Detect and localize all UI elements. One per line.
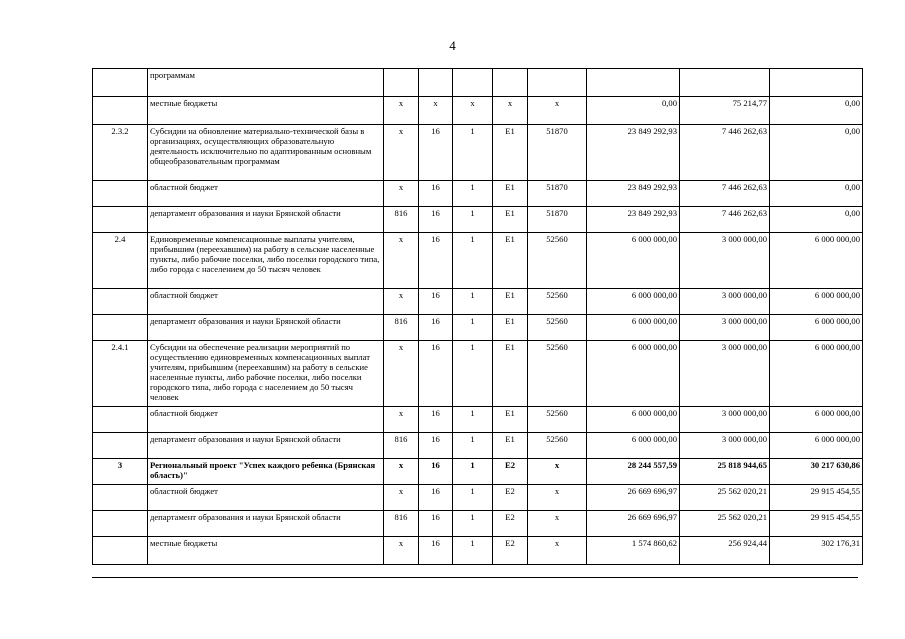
code-5-cell: 52560	[528, 315, 587, 341]
amount-3-cell	[770, 69, 863, 97]
amount-1-cell: 23 849 292,93	[587, 181, 680, 207]
code-5-cell: 51870	[528, 207, 587, 233]
code-4-cell: Е1	[493, 341, 528, 407]
code-5-cell: х	[528, 511, 587, 537]
amount-2-cell: 7 446 262,63	[680, 207, 770, 233]
row-number-cell	[93, 97, 148, 125]
amount-3-cell: 29 915 454,55	[770, 485, 863, 511]
amount-3-cell: 6 000 000,00	[770, 289, 863, 315]
row-number-cell	[93, 207, 148, 233]
amount-1-cell: 6 000 000,00	[587, 407, 680, 433]
code-2-cell: 16	[419, 289, 453, 315]
table-row	[93, 97, 863, 125]
code-4-cell: Е1	[493, 207, 528, 233]
row-name-cell: департамент образования и науки Брянской области	[148, 315, 384, 341]
code-1-cell: 816	[384, 207, 419, 233]
amount-2-cell: 7 446 262,63	[680, 125, 770, 181]
row-name-cell: программам	[148, 69, 384, 97]
code-5-cell	[528, 69, 587, 97]
amount-2-cell: 3 000 000,00	[680, 341, 770, 407]
code-2-cell: х	[419, 97, 453, 125]
table-row	[93, 125, 863, 181]
amount-1-cell: 26 669 696,97	[587, 511, 680, 537]
code-3-cell: х	[453, 97, 493, 125]
code-1-cell: х	[384, 341, 419, 407]
amount-1-cell: 6 000 000,00	[587, 289, 680, 315]
code-2-cell: 16	[419, 125, 453, 181]
amount-1-cell: 1 574 860,62	[587, 537, 680, 565]
code-3-cell: 1	[453, 433, 493, 459]
amount-2-cell: 25 562 020,21	[680, 485, 770, 511]
row-name-cell: департамент образования и науки Брянской области	[148, 433, 384, 459]
code-2-cell: 16	[419, 459, 453, 485]
code-3-cell: 1	[453, 289, 493, 315]
code-1-cell: х	[384, 537, 419, 565]
table-row	[93, 315, 863, 341]
code-4-cell: Е1	[493, 433, 528, 459]
amount-2-cell: 3 000 000,00	[680, 407, 770, 433]
code-1-cell: х	[384, 233, 419, 289]
code-5-cell: 52560	[528, 289, 587, 315]
code-4-cell: Е1	[493, 125, 528, 181]
page-number: 4	[449, 38, 456, 53]
row-number-cell	[93, 537, 148, 565]
code-1-cell: х	[384, 485, 419, 511]
table-row	[93, 233, 863, 289]
amount-2-cell	[680, 69, 770, 97]
amount-3-cell: 302 176,31	[770, 537, 863, 565]
amount-2-cell: 7 446 262,63	[680, 181, 770, 207]
code-3-cell: 1	[453, 233, 493, 289]
code-4-cell: Е1	[493, 233, 528, 289]
amount-1-cell: 6 000 000,00	[587, 433, 680, 459]
code-5-cell: 52560	[528, 341, 587, 407]
table-row	[93, 511, 863, 537]
code-4-cell: Е1	[493, 181, 528, 207]
code-4-cell: х	[493, 97, 528, 125]
code-4-cell: Е1	[493, 315, 528, 341]
code-5-cell: 51870	[528, 181, 587, 207]
code-1-cell: х	[384, 289, 419, 315]
code-4-cell: Е2	[493, 459, 528, 485]
row-name-cell: Региональный проект "Успех каждого ребенка (Брянская область)"	[148, 459, 384, 485]
table-body	[93, 69, 863, 565]
row-name-cell: местные бюджеты	[148, 537, 384, 565]
code-5-cell: 51870	[528, 125, 587, 181]
amount-2-cell: 3 000 000,00	[680, 433, 770, 459]
code-3-cell: 1	[453, 181, 493, 207]
code-2-cell: 16	[419, 537, 453, 565]
code-5-cell: х	[528, 537, 587, 565]
row-number-cell: 2.3.2	[93, 125, 148, 181]
code-2-cell: 16	[419, 407, 453, 433]
table-row	[93, 485, 863, 511]
code-3-cell: 1	[453, 537, 493, 565]
amount-1-cell: 6 000 000,00	[587, 315, 680, 341]
amount-1-cell: 28 244 557,59	[587, 459, 680, 485]
budget-table	[92, 68, 863, 565]
table-row	[93, 433, 863, 459]
code-5-cell: х	[528, 485, 587, 511]
row-number-cell: 2.4	[93, 233, 148, 289]
code-3-cell: 1	[453, 315, 493, 341]
row-name-cell: департамент образования и науки Брянской области	[148, 207, 384, 233]
code-2-cell: 16	[419, 485, 453, 511]
amount-3-cell: 0,00	[770, 125, 863, 181]
code-4-cell: Е1	[493, 289, 528, 315]
table-row	[93, 459, 863, 485]
amount-1-cell	[587, 69, 680, 97]
row-number-cell	[93, 69, 148, 97]
code-1-cell: 816	[384, 511, 419, 537]
code-2-cell: 16	[419, 181, 453, 207]
table-row	[93, 289, 863, 315]
row-number-cell	[93, 433, 148, 459]
code-3-cell: 1	[453, 459, 493, 485]
amount-2-cell: 3 000 000,00	[680, 289, 770, 315]
amount-3-cell: 6 000 000,00	[770, 233, 863, 289]
table-row	[93, 341, 863, 407]
code-4-cell: Е2	[493, 485, 528, 511]
row-name-cell: областной бюджет	[148, 485, 384, 511]
row-name-cell: Субсидии на обеспечение реализации мероприятий по осуществлению единовременных компенсационных выплат учителям, прибывшим (переехавшим) на работу в сельские населенные пункты, либо рабочие поселки, либо поселки городского типа, либо города с населением до 50 тысяч человек	[148, 341, 384, 407]
code-5-cell: х	[528, 97, 587, 125]
table-bottom-rule	[92, 577, 858, 578]
table-row	[93, 69, 863, 97]
row-number-cell	[93, 485, 148, 511]
amount-2-cell: 3 000 000,00	[680, 315, 770, 341]
amount-3-cell: 0,00	[770, 207, 863, 233]
amount-1-cell: 23 849 292,93	[587, 207, 680, 233]
code-4-cell	[493, 69, 528, 97]
row-name-cell: областной бюджет	[148, 289, 384, 315]
row-number-cell	[93, 181, 148, 207]
table-row	[93, 181, 863, 207]
row-number-cell: 2.4.1	[93, 341, 148, 407]
amount-2-cell: 3 000 000,00	[680, 233, 770, 289]
table-row	[93, 407, 863, 433]
amount-3-cell: 6 000 000,00	[770, 407, 863, 433]
code-1-cell: х	[384, 407, 419, 433]
row-name-cell: департамент образования и науки Брянской области	[148, 511, 384, 537]
code-2-cell	[419, 69, 453, 97]
code-4-cell: Е2	[493, 537, 528, 565]
code-3-cell: 1	[453, 511, 493, 537]
row-name-cell: Единовременные компенсационные выплаты учителям, прибывшим (переехавшим) на работу в сельские населенные пункты, либо рабочие поселки, либо поселки городского типа, либо города с населением до 50 тысяч человек	[148, 233, 384, 289]
code-1-cell: х	[384, 459, 419, 485]
code-2-cell: 16	[419, 433, 453, 459]
amount-3-cell: 29 915 454,55	[770, 511, 863, 537]
amount-1-cell: 6 000 000,00	[587, 341, 680, 407]
row-number-cell: 3	[93, 459, 148, 485]
amount-3-cell: 6 000 000,00	[770, 341, 863, 407]
code-5-cell: 52560	[528, 407, 587, 433]
amount-2-cell: 25 818 944,65	[680, 459, 770, 485]
code-1-cell: х	[384, 97, 419, 125]
code-1-cell: 816	[384, 433, 419, 459]
row-number-cell	[93, 407, 148, 433]
amount-3-cell: 6 000 000,00	[770, 315, 863, 341]
amount-2-cell: 25 562 020,21	[680, 511, 770, 537]
code-3-cell: 1	[453, 485, 493, 511]
code-1-cell: 816	[384, 315, 419, 341]
amount-2-cell: 256 924,44	[680, 537, 770, 565]
row-number-cell	[93, 315, 148, 341]
row-name-cell: областной бюджет	[148, 407, 384, 433]
code-4-cell: Е2	[493, 511, 528, 537]
amount-2-cell: 75 214,77	[680, 97, 770, 125]
code-3-cell: 1	[453, 341, 493, 407]
amount-3-cell: 0,00	[770, 181, 863, 207]
code-3-cell: 1	[453, 125, 493, 181]
code-3-cell: 1	[453, 407, 493, 433]
amount-1-cell: 23 849 292,93	[587, 125, 680, 181]
row-name-cell: Субсидии на обновление материально-технической базы в организациях, осуществляющих образовательную деятельность исключительно по адаптированным основным общеобразовательным программам	[148, 125, 384, 181]
code-2-cell: 16	[419, 315, 453, 341]
row-name-cell: местные бюджеты	[148, 97, 384, 125]
table-row	[93, 537, 863, 565]
code-1-cell: х	[384, 181, 419, 207]
code-2-cell: 16	[419, 341, 453, 407]
code-3-cell: 1	[453, 207, 493, 233]
code-1-cell	[384, 69, 419, 97]
code-5-cell: 52560	[528, 233, 587, 289]
code-2-cell: 16	[419, 207, 453, 233]
code-5-cell: х	[528, 459, 587, 485]
row-name-cell: областной бюджет	[148, 181, 384, 207]
table-row	[93, 207, 863, 233]
amount-3-cell: 6 000 000,00	[770, 433, 863, 459]
code-1-cell: х	[384, 125, 419, 181]
code-5-cell: 52560	[528, 433, 587, 459]
code-2-cell: 16	[419, 233, 453, 289]
code-4-cell: Е1	[493, 407, 528, 433]
amount-1-cell: 6 000 000,00	[587, 233, 680, 289]
code-3-cell	[453, 69, 493, 97]
amount-3-cell: 0,00	[770, 97, 863, 125]
amount-1-cell: 26 669 696,97	[587, 485, 680, 511]
amount-1-cell: 0,00	[587, 97, 680, 125]
amount-3-cell: 30 217 630,86	[770, 459, 863, 485]
row-number-cell	[93, 511, 148, 537]
code-2-cell: 16	[419, 511, 453, 537]
row-number-cell	[93, 289, 148, 315]
